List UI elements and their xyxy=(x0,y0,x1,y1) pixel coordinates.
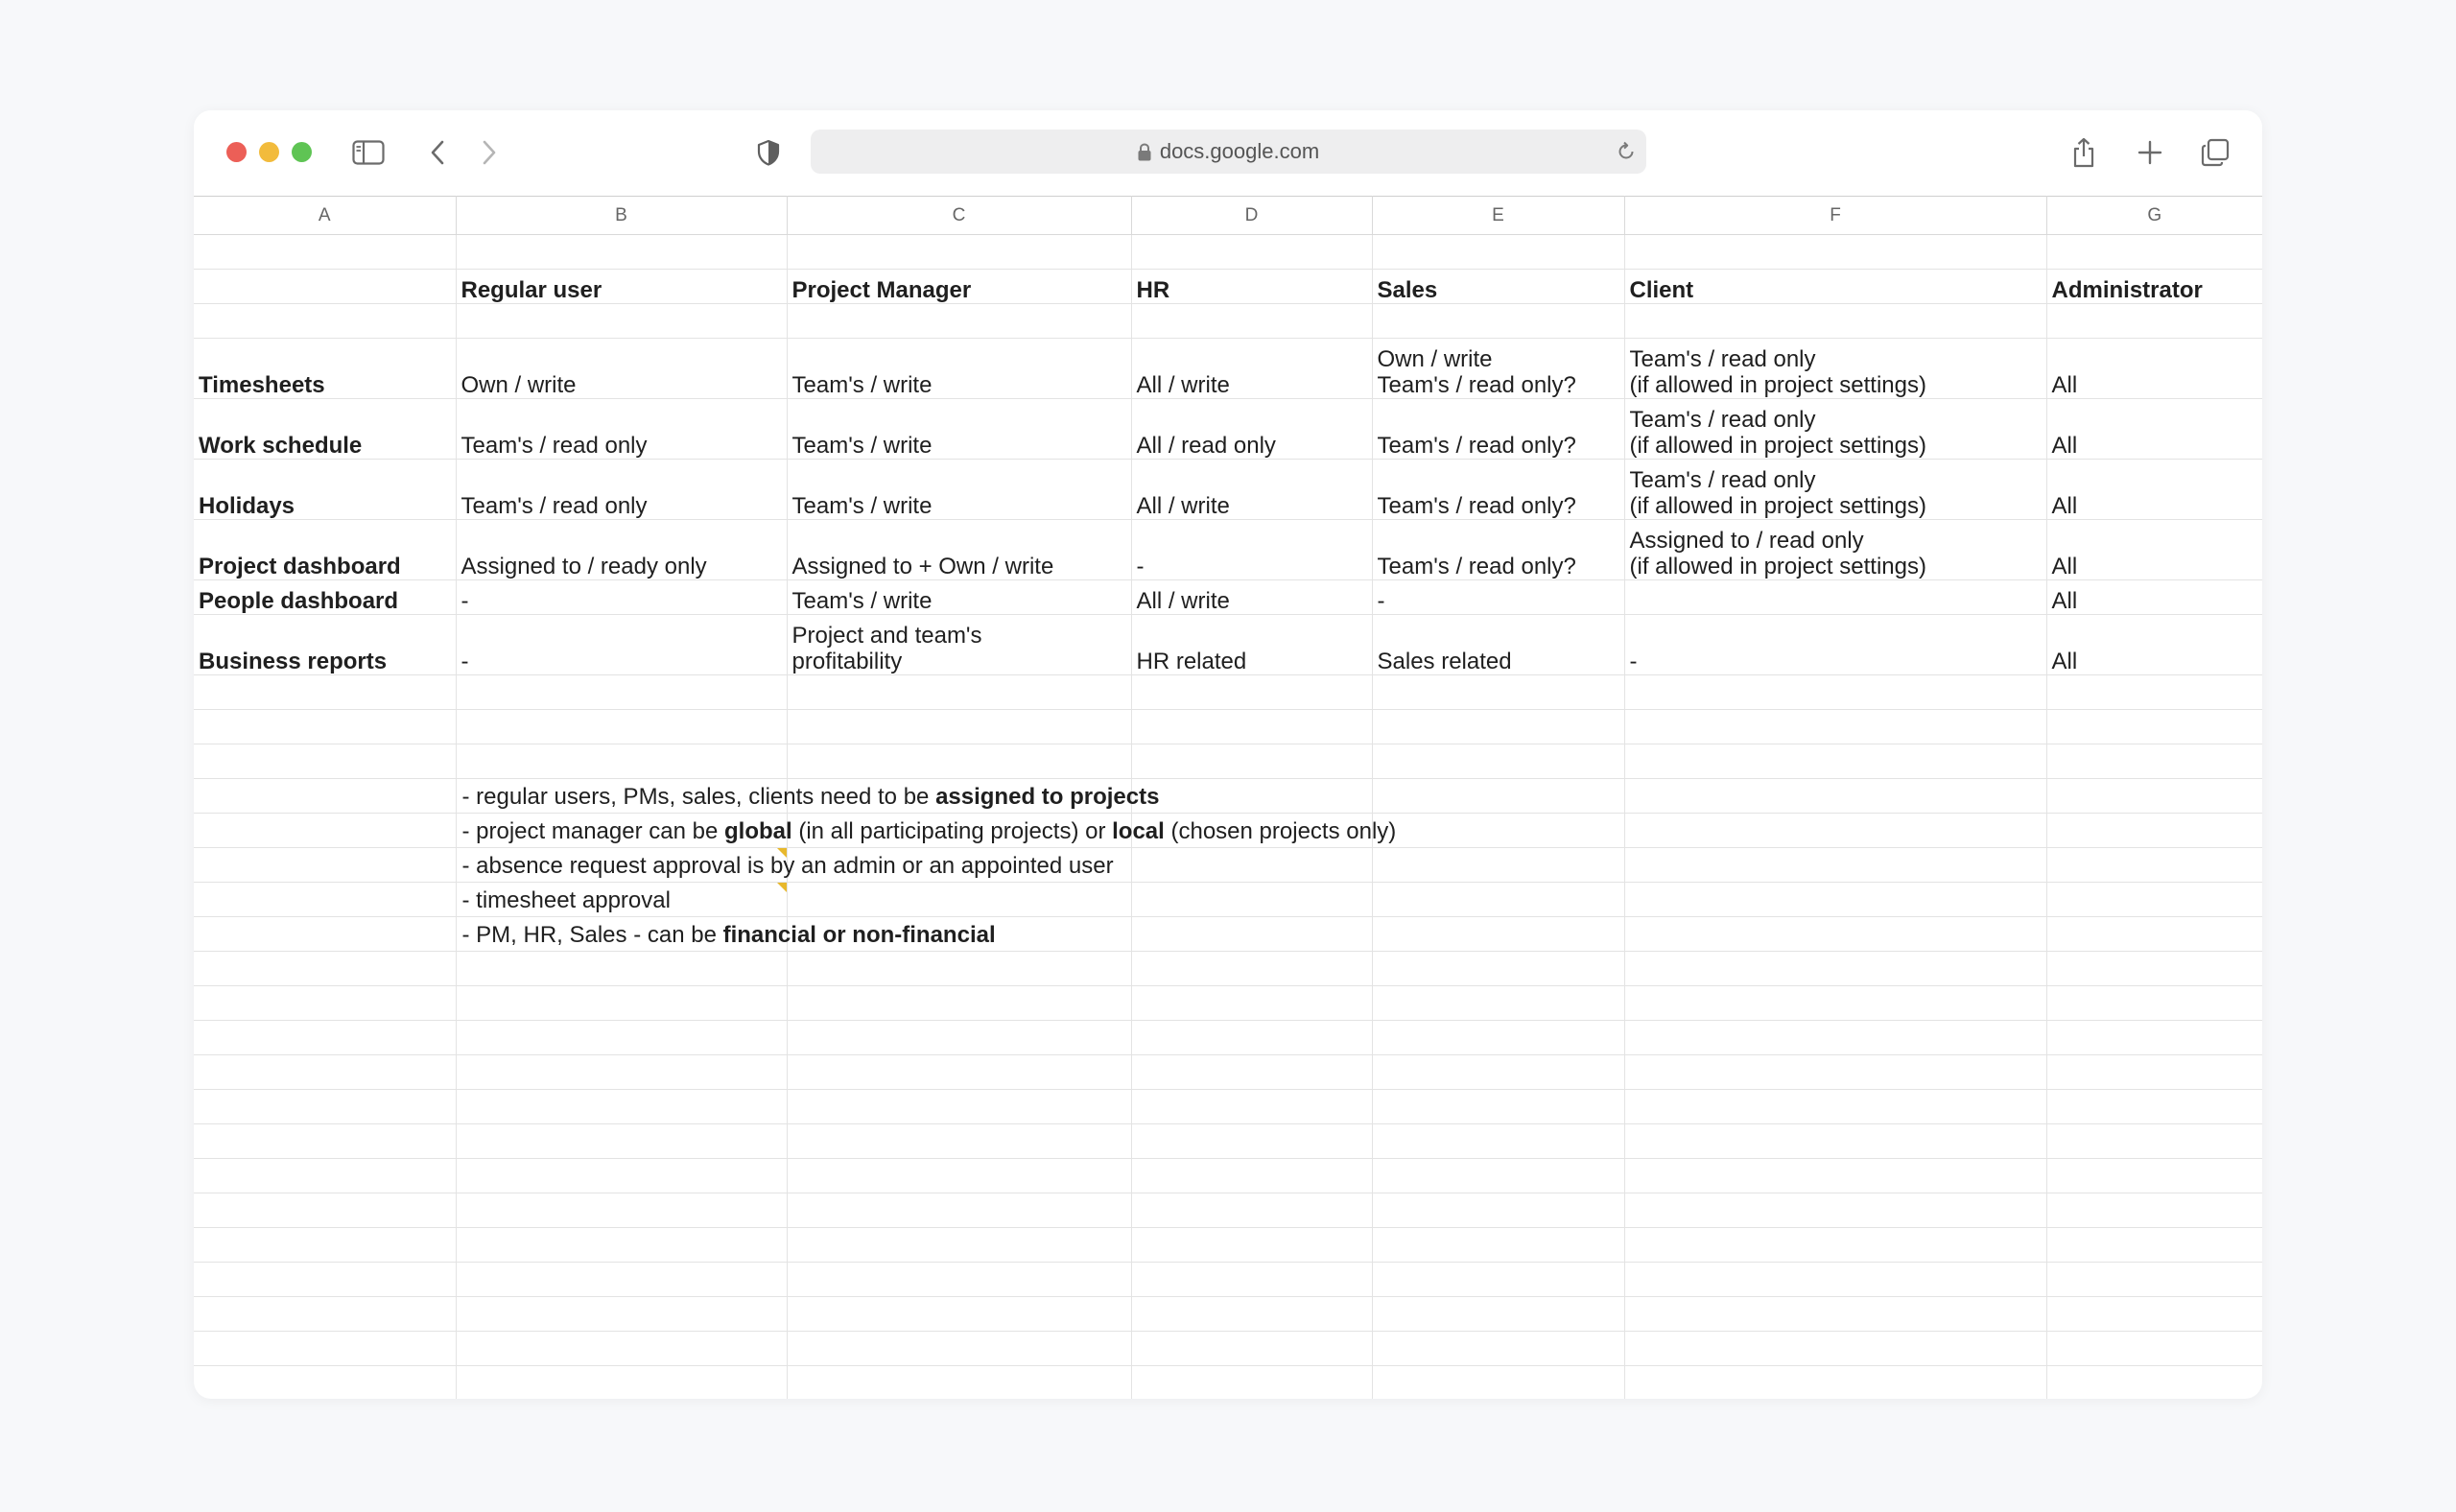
column-header-a[interactable]: A xyxy=(194,197,456,235)
cell[interactable] xyxy=(1131,235,1372,270)
close-window-dot[interactable] xyxy=(226,142,247,162)
cell[interactable] xyxy=(787,675,1131,710)
row-label-timesheets[interactable]: Timesheets xyxy=(194,339,456,399)
cell[interactable] xyxy=(194,1124,456,1159)
cell[interactable] xyxy=(2046,986,2262,1021)
cell[interactable] xyxy=(194,710,456,744)
minimize-window-dot[interactable] xyxy=(259,142,279,162)
cell[interactable] xyxy=(1624,304,2046,339)
cell[interactable] xyxy=(1131,1124,1372,1159)
row-label-work-schedule[interactable]: Work schedule xyxy=(194,399,456,460)
cell-line: (if allowed in project settings) xyxy=(1629,554,1926,579)
cell[interactable] xyxy=(456,1090,787,1124)
cell[interactable] xyxy=(1372,1193,1624,1228)
cell[interactable] xyxy=(1372,1159,1624,1193)
cell[interactable] xyxy=(194,1021,456,1055)
cell[interactable] xyxy=(456,1193,787,1228)
cell[interactable] xyxy=(1372,675,1624,710)
cell[interactable] xyxy=(1131,848,1372,883)
cell[interactable] xyxy=(1372,814,1624,848)
cell[interactable] xyxy=(1131,1263,1372,1297)
sheet-row xyxy=(194,744,2262,779)
note-cell[interactable] xyxy=(456,814,1397,848)
cell-sales[interactable] xyxy=(1372,520,1624,580)
cell[interactable] xyxy=(1372,1332,1624,1366)
cell[interactable] xyxy=(2046,1021,2262,1055)
sheet-row xyxy=(194,1366,2262,1400)
cell[interactable] xyxy=(1131,1193,1372,1228)
cell-line: Team's / read only xyxy=(1629,407,1816,433)
cell[interactable] xyxy=(194,744,456,779)
cell-project-manager[interactable]: Team's / write xyxy=(787,580,1131,615)
cell[interactable] xyxy=(787,1159,1131,1193)
cell[interactable] xyxy=(1624,814,2046,848)
cell[interactable] xyxy=(194,1263,456,1297)
cell[interactable] xyxy=(2046,1297,2262,1332)
sidebar-icon[interactable] xyxy=(347,131,390,174)
cell[interactable] xyxy=(2046,848,2262,883)
sheet-row xyxy=(194,1263,2262,1297)
cell[interactable] xyxy=(787,883,1131,917)
cell[interactable] xyxy=(1624,1228,2046,1263)
cell[interactable] xyxy=(194,848,456,883)
cell-line: Team's / read only xyxy=(1629,346,1816,372)
cell[interactable] xyxy=(787,1055,1131,1090)
plus-icon[interactable] xyxy=(2129,131,2171,174)
permission-row-holidays xyxy=(194,460,2262,520)
cell[interactable] xyxy=(456,986,787,1021)
cell[interactable] xyxy=(1372,1124,1624,1159)
permission-row-business-reports xyxy=(194,615,2262,675)
cell-hr[interactable]: - xyxy=(1131,520,1372,580)
cell-sales[interactable] xyxy=(1372,339,1624,399)
cell[interactable] xyxy=(1131,744,1372,779)
cell-line: - xyxy=(1377,588,1385,614)
cell[interactable] xyxy=(1131,1055,1372,1090)
note-cell[interactable] xyxy=(456,848,1114,883)
cell-client[interactable] xyxy=(1624,399,2046,460)
cell[interactable] xyxy=(1131,1332,1372,1366)
cell[interactable] xyxy=(1624,710,2046,744)
cell[interactable] xyxy=(2046,917,2262,952)
note-row xyxy=(194,883,2262,917)
cell[interactable] xyxy=(456,235,787,270)
cell[interactable] xyxy=(1131,675,1372,710)
cell[interactable] xyxy=(1372,744,1624,779)
cell[interactable] xyxy=(456,952,787,986)
cell[interactable] xyxy=(1372,883,1624,917)
cell[interactable] xyxy=(1624,744,2046,779)
cell-line: Team's / read only? xyxy=(1377,433,1576,459)
comment-marker-icon[interactable] xyxy=(777,883,787,892)
cell[interactable] xyxy=(1131,1021,1372,1055)
cell[interactable] xyxy=(1372,1090,1624,1124)
cell[interactable] xyxy=(1372,1021,1624,1055)
cell[interactable] xyxy=(1372,917,1624,952)
cell[interactable] xyxy=(194,304,456,339)
column-header-f[interactable]: F xyxy=(1624,197,2046,235)
row-label-people-dashboard[interactable]: People dashboard xyxy=(194,580,456,615)
cell-client[interactable] xyxy=(1624,615,2046,675)
cell[interactable] xyxy=(1624,986,2046,1021)
column-header-e[interactable]: E xyxy=(1372,197,1624,235)
cell[interactable] xyxy=(1372,1228,1624,1263)
forward-arrow-icon[interactable] xyxy=(468,131,510,174)
cell[interactable] xyxy=(1131,710,1372,744)
cell[interactable] xyxy=(456,1263,787,1297)
cell-regular-user[interactable]: Team's / read only xyxy=(456,460,787,520)
cell[interactable] xyxy=(2046,1193,2262,1228)
cell[interactable] xyxy=(456,1297,787,1332)
cell[interactable] xyxy=(2046,1159,2262,1193)
cell-administrator[interactable]: All xyxy=(2046,580,2262,615)
cell[interactable] xyxy=(787,235,1131,270)
note-row xyxy=(194,814,2262,848)
cell[interactable] xyxy=(194,270,456,304)
sheet-row xyxy=(194,675,2262,710)
browser-toolbar xyxy=(194,110,2262,196)
column-header-d[interactable]: D xyxy=(1131,197,1372,235)
cell[interactable] xyxy=(1372,986,1624,1021)
cell-hr[interactable]: All / write xyxy=(1131,580,1372,615)
cell[interactable] xyxy=(2046,779,2262,814)
cell-line: Team's / read only? xyxy=(1377,493,1576,519)
cell[interactable] xyxy=(1131,986,1372,1021)
cell[interactable] xyxy=(1624,848,2046,883)
cell[interactable] xyxy=(456,1055,787,1090)
address-bar[interactable] xyxy=(811,130,1646,174)
column-header-b[interactable]: B xyxy=(456,197,787,235)
cell[interactable] xyxy=(1624,1021,2046,1055)
role-header-row xyxy=(194,270,2262,304)
cell[interactable] xyxy=(456,1366,787,1400)
cell[interactable] xyxy=(194,779,456,814)
cell-regular-user[interactable]: Assigned to / ready only xyxy=(456,520,787,580)
cell[interactable] xyxy=(1624,1055,2046,1090)
cell[interactable] xyxy=(2046,1228,2262,1263)
permission-row-people-dashboard xyxy=(194,580,2262,615)
cell[interactable] xyxy=(1624,1366,2046,1400)
cell[interactable] xyxy=(1624,1124,2046,1159)
back-arrow-icon[interactable] xyxy=(416,131,459,174)
cell-sales[interactable] xyxy=(1372,615,1624,675)
cell[interactable] xyxy=(2046,1332,2262,1366)
row-label-business-reports[interactable]: Business reports xyxy=(194,615,456,675)
cell-client[interactable] xyxy=(1624,580,2046,615)
cell-line: profitability xyxy=(791,649,903,674)
cell-project-manager[interactable]: Team's / write xyxy=(787,399,1131,460)
cell[interactable] xyxy=(1372,952,1624,986)
cell[interactable] xyxy=(194,952,456,986)
cell[interactable] xyxy=(2046,1366,2262,1400)
cell[interactable] xyxy=(787,986,1131,1021)
cell[interactable] xyxy=(1372,710,1624,744)
cell[interactable] xyxy=(787,952,1131,986)
spreadsheet[interactable] xyxy=(194,196,2262,1399)
cell-regular-user[interactable]: - xyxy=(456,580,787,615)
note-text: - timesheet approval xyxy=(461,887,671,913)
cell[interactable] xyxy=(194,1366,456,1400)
cell[interactable] xyxy=(1131,952,1372,986)
cell[interactable] xyxy=(2046,235,2262,270)
cell[interactable] xyxy=(1372,304,1624,339)
cell[interactable] xyxy=(194,883,456,917)
column-header-c[interactable]: C xyxy=(787,197,1131,235)
lock-icon xyxy=(1138,143,1151,161)
cell-hr[interactable]: All / read only xyxy=(1131,399,1372,460)
cell[interactable] xyxy=(194,1332,456,1366)
permission-row-project-dashboard xyxy=(194,520,2262,580)
cell-line: Sales related xyxy=(1377,649,1512,674)
cell-regular-user[interactable]: Own / write xyxy=(456,339,787,399)
cell[interactable] xyxy=(1131,917,1372,952)
column-header-row xyxy=(194,197,2262,235)
cell[interactable] xyxy=(194,1193,456,1228)
cell[interactable] xyxy=(456,304,787,339)
sheet-row xyxy=(194,304,2262,339)
cell[interactable] xyxy=(456,1159,787,1193)
sheet-row xyxy=(194,986,2262,1021)
cell[interactable] xyxy=(194,675,456,710)
cell[interactable] xyxy=(1624,952,2046,986)
sheet-row xyxy=(194,1228,2262,1263)
cell[interactable] xyxy=(1131,1228,1372,1263)
sheet-row xyxy=(194,1297,2262,1332)
cell-project-manager[interactable] xyxy=(787,615,1131,675)
cell-sales[interactable] xyxy=(1372,399,1624,460)
header-hr[interactable]: HR xyxy=(1131,270,1372,304)
cell-hr[interactable]: HR related xyxy=(1131,615,1372,675)
shield-icon[interactable] xyxy=(747,131,790,174)
sheet-row xyxy=(194,1159,2262,1193)
cell[interactable] xyxy=(1372,1366,1624,1400)
cell-line: - xyxy=(1629,649,1638,674)
cell[interactable] xyxy=(1624,883,2046,917)
cell-line: Own / write xyxy=(1377,346,1493,372)
cell-administrator[interactable]: All xyxy=(2046,339,2262,399)
cell-sales[interactable] xyxy=(1372,460,1624,520)
cell-line: (if allowed in project settings) xyxy=(1629,493,1926,519)
cell[interactable] xyxy=(787,710,1131,744)
cell[interactable] xyxy=(194,1055,456,1090)
column-header-g[interactable]: G xyxy=(2046,197,2262,235)
cell[interactable] xyxy=(2046,710,2262,744)
comment-marker-icon[interactable] xyxy=(777,848,787,858)
note-text: - project manager can be global (in all participating projects) or local (chosen projects only) xyxy=(461,818,1397,844)
sheet-row xyxy=(194,235,2262,270)
cell[interactable] xyxy=(194,986,456,1021)
cell[interactable] xyxy=(194,814,456,848)
cell[interactable] xyxy=(456,710,787,744)
cell[interactable] xyxy=(456,1021,787,1055)
header-client[interactable]: Client xyxy=(1624,270,2046,304)
cell[interactable] xyxy=(787,1193,1131,1228)
cell[interactable] xyxy=(1372,1055,1624,1090)
cell[interactable] xyxy=(787,1263,1131,1297)
cell[interactable] xyxy=(2046,675,2262,710)
note-row xyxy=(194,848,2262,883)
cell-administrator[interactable]: All xyxy=(2046,460,2262,520)
cell[interactable] xyxy=(194,1159,456,1193)
row-label-project-dashboard[interactable]: Project dashboard xyxy=(194,520,456,580)
cell[interactable] xyxy=(2046,744,2262,779)
note-cell[interactable] xyxy=(456,883,787,917)
share-icon[interactable] xyxy=(2063,131,2105,174)
cell[interactable] xyxy=(1624,1332,2046,1366)
cell[interactable] xyxy=(787,1332,1131,1366)
cell[interactable] xyxy=(1131,1297,1372,1332)
cell[interactable] xyxy=(1131,779,1372,814)
cell[interactable] xyxy=(194,1297,456,1332)
row-label-holidays[interactable]: Holidays xyxy=(194,460,456,520)
cell-administrator[interactable]: All xyxy=(2046,520,2262,580)
cell-line: Project and team's xyxy=(791,623,982,649)
cell[interactable] xyxy=(787,1366,1131,1400)
sheet-row xyxy=(194,1021,2262,1055)
cell-project-manager[interactable]: Team's / write xyxy=(787,339,1131,399)
header-project-manager[interactable]: Project Manager xyxy=(787,270,1131,304)
cell[interactable] xyxy=(2046,1124,2262,1159)
cell[interactable] xyxy=(1372,779,1624,814)
sheet-row xyxy=(194,1090,2262,1124)
cell[interactable] xyxy=(2046,883,2262,917)
note-row xyxy=(194,917,2262,952)
cell[interactable] xyxy=(1624,1090,2046,1124)
cell[interactable] xyxy=(2046,1090,2262,1124)
cell[interactable] xyxy=(787,744,1131,779)
cell-hr[interactable]: All / write xyxy=(1131,339,1372,399)
cell[interactable] xyxy=(2046,814,2262,848)
cell-administrator[interactable]: All xyxy=(2046,615,2262,675)
cell[interactable] xyxy=(456,1124,787,1159)
cell-project-manager[interactable]: Assigned to + Own / write xyxy=(787,520,1131,580)
tabs-overview-icon[interactable] xyxy=(2194,131,2236,174)
sheet-row xyxy=(194,1124,2262,1159)
cell[interactable] xyxy=(1624,1263,2046,1297)
cell[interactable] xyxy=(1624,675,2046,710)
cell[interactable] xyxy=(1131,1090,1372,1124)
note-row xyxy=(194,779,2262,814)
cell[interactable] xyxy=(456,744,787,779)
cell[interactable] xyxy=(1372,235,1624,270)
cell-client[interactable] xyxy=(1624,520,2046,580)
header-administrator[interactable]: Administrator xyxy=(2046,270,2262,304)
sheet-row xyxy=(194,1055,2262,1090)
cell[interactable] xyxy=(1372,1263,1624,1297)
cell-line: Assigned to / read only xyxy=(1629,528,1864,554)
spreadsheet-grid xyxy=(194,196,2262,1399)
cell[interactable] xyxy=(1624,1193,2046,1228)
cell[interactable] xyxy=(1624,1159,2046,1193)
zoom-window-dot[interactable] xyxy=(292,142,312,162)
cell-regular-user[interactable]: Team's / read only xyxy=(456,399,787,460)
cell-line: (if allowed in project settings) xyxy=(1629,372,1926,398)
cell[interactable] xyxy=(1131,1366,1372,1400)
cell[interactable] xyxy=(194,1228,456,1263)
sheet-row xyxy=(194,1332,2262,1366)
cell-client[interactable] xyxy=(1624,339,2046,399)
cell[interactable] xyxy=(787,1228,1131,1263)
cell[interactable] xyxy=(787,304,1131,339)
cell[interactable] xyxy=(2046,1055,2262,1090)
cell[interactable] xyxy=(1131,883,1372,917)
cell-line: (if allowed in project settings) xyxy=(1629,433,1926,459)
cell[interactable] xyxy=(1131,1159,1372,1193)
cell[interactable] xyxy=(2046,952,2262,986)
cell[interactable] xyxy=(456,675,787,710)
cell-hr[interactable]: All / write xyxy=(1131,460,1372,520)
sheet-row xyxy=(194,1193,2262,1228)
cell[interactable] xyxy=(787,1124,1131,1159)
cell[interactable] xyxy=(1624,779,2046,814)
cell[interactable] xyxy=(194,1090,456,1124)
note-text: - PM, HR, Sales - can be financial or non-financial xyxy=(461,922,996,948)
cell-regular-user[interactable]: - xyxy=(456,615,787,675)
cell[interactable] xyxy=(1131,304,1372,339)
cell[interactable] xyxy=(787,1090,1131,1124)
permission-row-work-schedule xyxy=(194,399,2262,460)
cell[interactable] xyxy=(1372,848,1624,883)
cell[interactable] xyxy=(1624,235,2046,270)
note-text: - regular users, PMs, sales, clients need to be assigned to projects xyxy=(461,784,1160,810)
cell-sales[interactable] xyxy=(1372,580,1624,615)
cell-line: Team's / read only xyxy=(1629,467,1816,493)
cell[interactable] xyxy=(787,1021,1131,1055)
cell[interactable] xyxy=(194,917,456,952)
cell[interactable] xyxy=(2046,1263,2262,1297)
cell[interactable] xyxy=(1624,1297,2046,1332)
cell-project-manager[interactable]: Team's / write xyxy=(787,460,1131,520)
cell-line: Team's / read only? xyxy=(1377,554,1576,579)
sheet-row xyxy=(194,952,2262,986)
cell[interactable] xyxy=(1372,1297,1624,1332)
cell[interactable] xyxy=(787,1297,1131,1332)
address-url: docs.google.com xyxy=(1159,139,1320,163)
cell[interactable] xyxy=(456,1228,787,1263)
note-cell[interactable] xyxy=(456,779,1160,814)
header-regular-user[interactable]: Regular user xyxy=(456,270,787,304)
cell[interactable] xyxy=(2046,304,2262,339)
browser-window xyxy=(194,110,2262,1399)
cell-administrator[interactable]: All xyxy=(2046,399,2262,460)
permission-row-timesheets xyxy=(194,339,2262,399)
reload-icon[interactable] xyxy=(1614,139,1639,164)
cell[interactable] xyxy=(194,235,456,270)
cell[interactable] xyxy=(456,1332,787,1366)
note-cell[interactable] xyxy=(456,917,996,952)
note-text: - absence request approval is by an admin or an appointed user xyxy=(461,853,1114,879)
cell-line: Team's / read only? xyxy=(1377,372,1576,398)
cell[interactable] xyxy=(1624,917,2046,952)
sheet-row xyxy=(194,710,2262,744)
cell-client[interactable] xyxy=(1624,460,2046,520)
header-sales[interactable]: Sales xyxy=(1372,270,1624,304)
